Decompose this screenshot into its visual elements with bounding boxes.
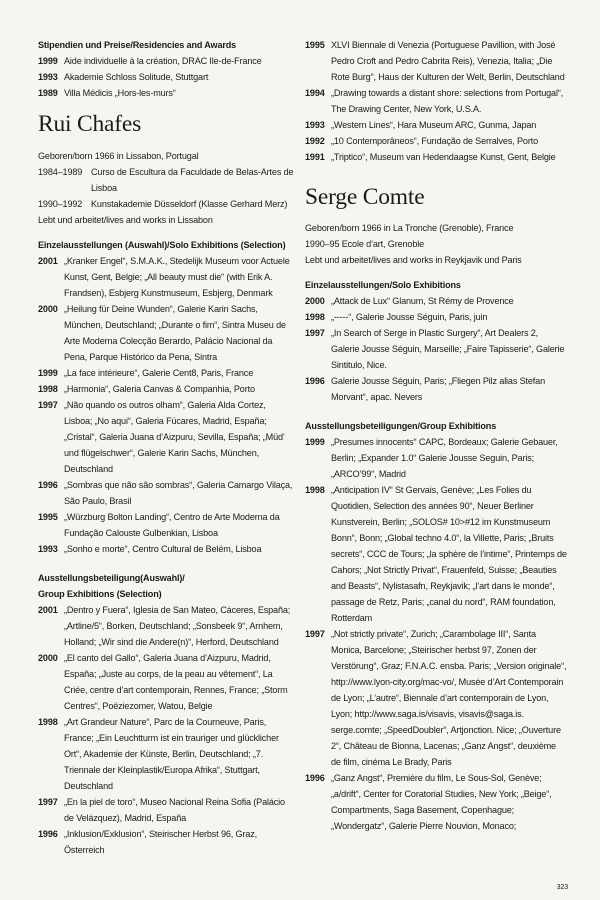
list-item: [38, 541, 296, 557]
entry-text: „Würzburg Bolton Landing“, Centro de Arte Moderna da Fundação Calouste Gulbenkian, Lisboa: [64, 512, 280, 538]
entry-year: 1998: [38, 717, 58, 727]
entry-text: „Art Grandeur Nature“, Parc de la Courneuve, Paris, France; „Ein Leuchtturm ist ein trauriger und glücklicher Ort“, Akademie der Künste, Berlin, Deutschland; „7. Triennale der Kleinplastik/Europa Afrika“, Stuttgart, Deutschland: [64, 717, 279, 791]
entry-year: 1993: [38, 544, 58, 554]
entry-year: 1996: [305, 773, 325, 783]
bio-block: [38, 148, 296, 228]
awards-heading: Stipendien und Preise/Residencies and Awards: [38, 40, 237, 50]
left-column: [38, 37, 296, 858]
entry-text: „Dentro y Fuera“, Iglesia de San Mateo, Cáceres, España; „Artline/5“, Borken, Deutschland; „Sonsbeek 9“, Arnhem, Holland; „Wir sind die Andere(n)“, Herford, Deutschland: [64, 605, 291, 647]
bio-line: Geboren/born 1966 in Lissabon, Portugal: [38, 151, 199, 161]
artist-name-serge-comte: Serge Comte: [305, 184, 425, 210]
list-item: [38, 164, 296, 196]
list-item: [305, 85, 567, 117]
entry-text: „Sonho e morte“, Centro Cultural de Belém, Lisboa: [64, 544, 262, 554]
list-item: [305, 373, 567, 405]
group-list: [38, 602, 296, 858]
entry-text: Aide individuelle à la création, DRAC Ile-de-France: [64, 56, 262, 66]
solo-heading: Einzelausstellungen/Solo Exhibitions: [305, 280, 461, 290]
bio-line: Geboren/born 1966 in La Tronche (Grenoble), France: [305, 223, 514, 233]
entry-year: 1993: [38, 72, 58, 82]
list-item: [305, 325, 567, 373]
entry-year: 1997: [305, 328, 325, 338]
list-item: [305, 770, 567, 834]
entry-year: 1998: [38, 384, 58, 394]
list-item: [38, 826, 296, 858]
list-item: [38, 509, 296, 541]
list-item: [38, 602, 296, 650]
list-item: [38, 365, 296, 381]
entry-text: „Não quando os outros olham“, Galeria Alda Cortez, Lisboa; „No aqui“, Galeria Fúcares, Madrid, España; „Cristal“, Galeria Juana d’Aizpuru, Sevilla, España; „Müd’ und flügelschwer“, Galerie Karin Sachs, München, Deutschland: [64, 400, 285, 474]
list-item: [38, 397, 296, 477]
entry-text: „In Search of Serge in Plastic Surgery“, Art Dealers 2, Galerie Jousse Séguin, Marseille; „Faire Tapisserie“, Galerie Sintitulo, Nice.: [331, 328, 565, 370]
awards-list: [38, 53, 296, 101]
list-item: [305, 293, 567, 309]
bio-block: [305, 220, 567, 268]
entry-year: 1999: [38, 56, 58, 66]
solo-list: [305, 293, 567, 405]
entry-text: „El canto del Gallo“, Galeria Juana d’Aizpuru, Madrid, España; „Juste au corps, de la peau au vêtement“, La Criée, centre d’art contemporain, Rennes, France; „Storm Centres“, Poëziezomer, Watou, Belgie: [64, 653, 288, 711]
bio-line: 1990–95 Ecole d’art, Grenoble: [305, 239, 425, 249]
list-item: [38, 381, 296, 397]
entry-year: 1999: [305, 437, 325, 447]
entry-year: 2000: [38, 653, 58, 663]
entry-text: „La face intérieure“, Galerie Cent8, Paris, France: [64, 368, 254, 378]
entry-year: 1997: [305, 629, 325, 639]
continued-group-list: [305, 37, 567, 165]
entry-text: „Presumes innocents“ CAPC, Bordeaux; Galerie Gebauer, Berlin; „Expander 1.0“ Galerie Jousse Seguin, Paris; „ARCO’99“, Madrid: [331, 437, 558, 479]
entry-text: „Drawing towards a distant shore: selections from Portugal“, The Drawing Center, New York, U.S.A.: [331, 88, 564, 114]
entry-text: „Sombras que não são sombras“, Galeria Camargo Vilaça, São Paulo, Brasil: [64, 480, 293, 506]
entry-year: 1996: [38, 829, 58, 839]
list-item: [38, 714, 296, 794]
list-item: [305, 309, 567, 325]
entry-year: 1990–1992: [38, 199, 83, 209]
list-item: [38, 794, 296, 826]
entry-text: „Anticipation IV“ St Gervais, Genève; „Les Folies du Quotidien, Selection des années 90“, Neuer Berliner Kunstverein, Berlin; „SOLOS# 10>#12 im Kunstmuseum Bonn“, Bonn; „Global techno 4.0“, la Villette, Paris; „Bruits secrets“, CCC de Tours; „la sphère de l’intime“, Printemps de Cahors; „Not Strictly Privat“, Frauenfeld, Suisse; „Beauties and Beasts“, Nylistasafn, Reykjavik; „l’art dans le monde“, passage de Retz, Paris; „canal du nord“, RAM foundation, Rotterdam: [331, 485, 567, 623]
entry-text: XLVI Biennale di Venezia (Portuguese Pavillion, with José Pedro Croft and Pedro Cabrita Reis), Venezia, Italia; „Die Rote Burg“, Haus der Kulturen der Welt, Berlin, Deutschland: [331, 40, 565, 82]
list-item: [305, 37, 567, 85]
entry-year: 1992: [305, 136, 325, 146]
bio-line: Lebt und arbeitet/lives and works in Lissabon: [38, 215, 213, 225]
list-item: [38, 69, 296, 85]
entry-year: 1993: [305, 120, 325, 130]
group-heading-en: Group Exhibitions (Selection): [38, 589, 162, 599]
list-item: [305, 626, 567, 770]
entry-year: 1996: [305, 376, 325, 386]
entry-text: Kunstakademie Düsseldorf (Klasse Gerhard Merz): [91, 199, 288, 209]
list-item: [38, 477, 296, 509]
entry-year: 2000: [38, 304, 58, 314]
entry-text: „Attack de Lux“ Glanum, St Rémy de Provence: [331, 296, 514, 306]
entry-year: 1998: [305, 312, 325, 322]
list-item: [305, 117, 567, 133]
solo-list: [38, 253, 296, 557]
entry-year: 1994: [305, 88, 325, 98]
entry-text: „Triptico“, Museum van Hedendaagse Kunst, Gent, Belgie: [331, 152, 556, 162]
right-column: [305, 37, 567, 834]
entry-text: Curso de Escultura da Faculdade de Belas-Artes de Lisboa: [91, 167, 294, 193]
entry-year: 1996: [38, 480, 58, 490]
entry-year: 1989: [38, 88, 58, 98]
entry-text: „En la piel de toro“, Museo Nacional Reina Sofia (Palácio de Velázquez), Madrid, España: [64, 797, 285, 823]
list-item: [38, 53, 296, 69]
page-number: 323: [556, 884, 568, 891]
entry-year: 1995: [305, 40, 325, 50]
entry-text: Galerie Jousse Séguin, Paris; „Fliegen Pilz alias Stefan Morvant“, apac. Nevers: [331, 376, 546, 402]
entry-year: 1997: [38, 797, 58, 807]
entry-year: 1984–1989: [38, 167, 83, 177]
entry-text: Villa Médicis „Hors-les-murs“: [64, 88, 176, 98]
list-item: [38, 253, 296, 301]
entry-text: „Western Lines“, Hara Museum ARC, Gunma, Japan: [331, 120, 537, 130]
entry-text: „Inklusion/Exklusion“, Steirischer Herbst 96, Graz, Österreich: [64, 829, 257, 855]
list-item: [38, 650, 296, 714]
list-item: [305, 482, 567, 626]
entry-text: „-----“, Galerie Jousse Séguin, Paris, juin: [331, 312, 488, 322]
entry-year: 1998: [305, 485, 325, 495]
entry-text: „Kranker Engel“, S.M.A.K., Stedelijk Museum voor Actuele Kunst, Gent, Belgie; „All beauty must die“ (with Erik A. Frandsen), Esbjerg Kunstmuseum, Esbjerg, Denmark: [64, 256, 290, 298]
entry-text: „10 Contemporâneos“, Fundação de Serralves, Porto: [331, 136, 538, 146]
entry-year: 1991: [305, 152, 325, 162]
solo-heading: Einzelausstellungen (Auswahl)/Solo Exhibitions (Selection): [38, 240, 286, 250]
list-item: [38, 196, 296, 212]
list-item: [305, 133, 567, 149]
group-list: [305, 434, 567, 834]
list-item: [38, 301, 296, 365]
entry-year: 1999: [38, 368, 58, 378]
list-item: [305, 149, 567, 165]
entry-year: 2000: [305, 296, 325, 306]
entry-text: „Heilung für Deine Wunden“, Galerie Karin Sachs, München, Deutschland; „Durante o fim“, Sintra Museu de Arte Moderna Colecção Berardo, Palácio Nacional da Pena, Parque Histórico da Pena, Sintra: [64, 304, 286, 362]
entry-text: „Harmonia“, Galeria Canvas & Companhia, Porto: [64, 384, 255, 394]
group-heading: Ausstellungsbeteiligungen/Group Exhibitions: [305, 421, 497, 431]
entry-year: 2001: [38, 605, 58, 615]
entry-text: „Ganz Angst“, Première du film, Le Sous-Sol, Genève; „a/drift“, Center for Coratorial Studies, New York; „Beige“, Compartments, Saga Basement, Copenhague; „Wondergatz“, Galerie Pierre Nouvion, Monaco;: [331, 773, 552, 831]
entry-year: 1995: [38, 512, 58, 522]
list-item: [38, 85, 296, 101]
entry-text: Akademie Schloss Solitude, Stuttgart: [64, 72, 209, 82]
group-heading: Ausstellungsbeteiligung(Auswahl)/: [38, 573, 185, 583]
entry-year: 2001: [38, 256, 58, 266]
bio-line: Lebt und arbeitet/lives and works in Reykjavik und Paris: [305, 255, 522, 265]
list-item: [305, 434, 567, 482]
artist-name-rui-chafes: Rui Chafes: [38, 111, 142, 137]
entry-year: 1997: [38, 400, 58, 410]
entry-text: „Not strictly private“, Zurich; „Carambolage III“, Santa Monica, Barcelone; „Steirischer herbst 97, Zonen der Verstörung“, Graz; F.N.A.C. ensba. Paris; „Version originale“, http://www.lyon-city.org/mac-vo/, Musée d’Art Contemporain de Lyon; „L’autre“, Biennale d’art contemporain de Lyon, Lyon; http://www.saga.is/visavis, visavis@saga.is. serge.comte; „SpeedDoubler“, Artjonction. Nice; „Ouverture 2“, Château de Bionna, Lacenas; „Ganz Angst“, deuxième de film, cinéma Le Brady, Paris: [331, 629, 567, 767]
